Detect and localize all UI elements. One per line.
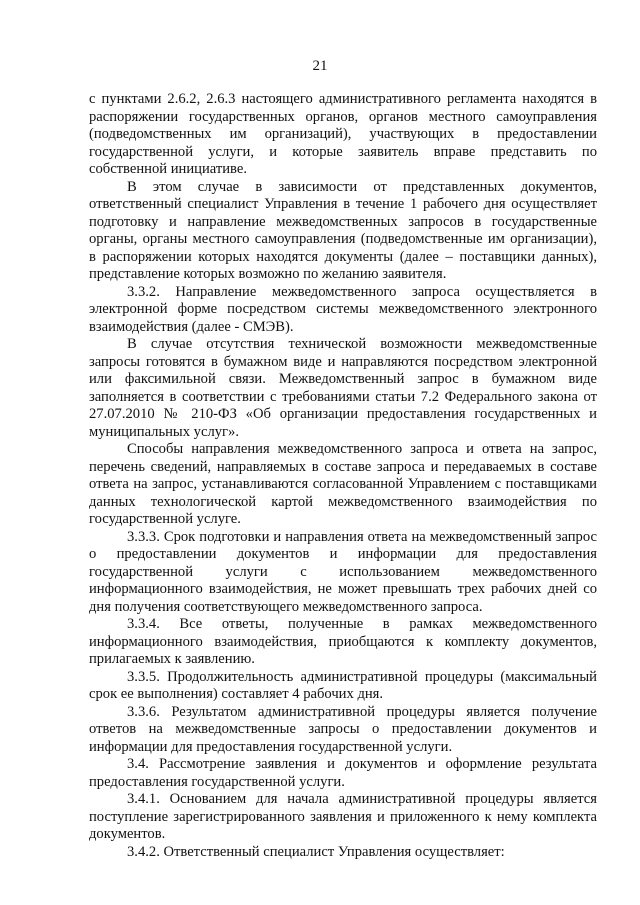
paragraph: 3.4.2. Ответственный специалист Управления осуществляет: [127, 843, 505, 860]
paragraph: 3.3.5. Продолжительность административной процедуры (максимальный срок ее выполнения) составляет 4 рабочих дня. [89, 668, 597, 702]
paragraph: 3.3.4. Все ответы, полученные в рамках межведомственного информационного взаимодействия, приобщаются к комплекту документов, прилагаемых к заявлению. [89, 616, 597, 667]
paragraph: 3.3.2. Направление межведомственного запроса осуществляется в электронной форме посредством системы межведомственного электронного взаимодействия (далее - СМЭВ). [89, 283, 597, 335]
paragraph: 3.3.3. Срок подготовки и направления ответа на межведомственный запрос о предоставлении документов и информации для предоставления государственной услуги с использованием межведомственного информационного взаимодействия, не может превышать трех рабочих дней со дня получения соответствующего межведомственного запроса. [89, 528, 597, 615]
document-body [89, 91, 597, 861]
paragraph: В этом случае в зависимости от представленных документов, ответственный специалист Управления в течение 1 рабочего дня осуществляет подготовку и направление межведомственных запросов в государственные органы, органы местного самоуправления (подведомственные им организации), в распоряжении которых находятся документы (далее – поставщики данных), представление которых возможно по желанию заявителя. [89, 178, 597, 282]
paragraph: Способы направления межведомственного запроса и ответа на запрос, перечень сведений, направляемых в составе запроса и передаваемых в составе ответа на запрос, устанавливаются согласованной Управлением с поставщиками данных технологической картой межведомственного взаимодействия по государственной услуге. [89, 441, 597, 527]
paragraph: 3.4.1. Основанием для начала административной процедуры является поступление зарегистрированного заявления и приложенного к нему комплекта документов. [89, 791, 597, 842]
paragraph: В случае отсутствия технической возможности межведомственные запросы готовятся в бумажном виде и направляются посредством электронной или факсимильной связи. Межведомственный запрос в бумажном виде заполняется в соответствии с требованиями статьи 7.2 Федерального закона от 27.07.2010 № 210-ФЗ «Об организации предоставления государственных и муниципальных услуг». [89, 336, 597, 440]
paragraph: с пунктами 2.6.2, 2.6.3 настоящего административного регламента находятся в распоряжении государственных органов, органов местного самоуправления (подведомственных им организаций), участвующих в предоставлении государственной услуги, и которые заявитель вправе представить по собственной инициативе. [89, 91, 597, 177]
page-number: 21 [312, 58, 328, 74]
paragraph: 3.4. Рассмотрение заявления и документов и оформление результата предоставления государственной услуги. [89, 756, 597, 790]
paragraph: 3.3.6. Результатом административной процедуры является получение ответов на межведомственные запросы о предоставлении документов и информации для предоставления государственной услуги. [89, 703, 597, 755]
